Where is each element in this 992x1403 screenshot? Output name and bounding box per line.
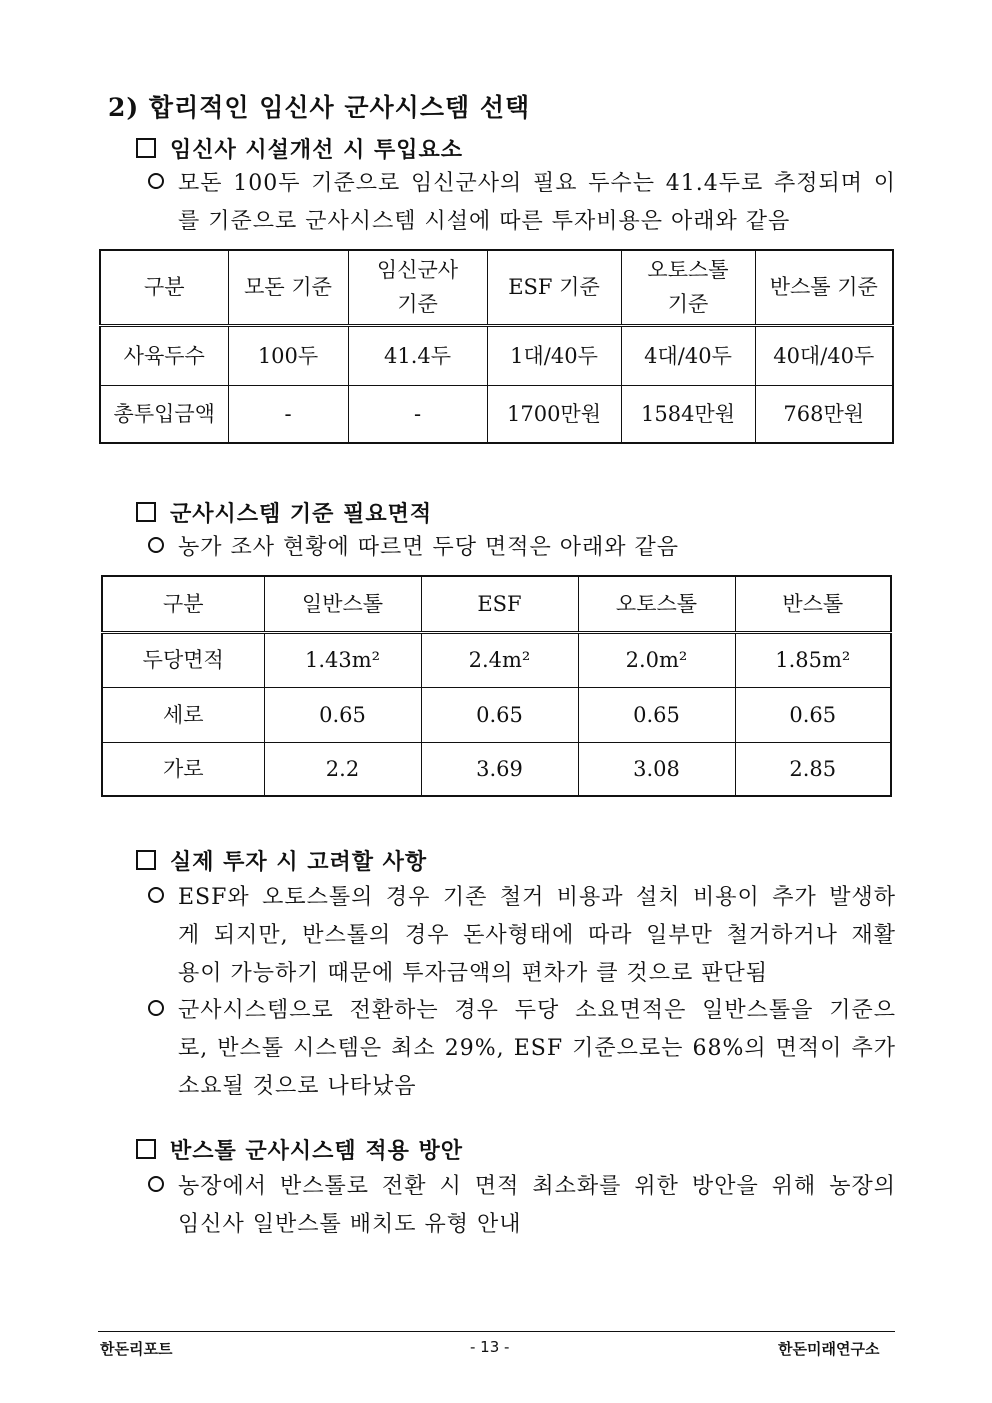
area-table xyxy=(101,575,892,797)
table-cell: - xyxy=(348,385,487,443)
bullet-layout-guide: 농장에서 반스톨로 전환 시 면적 최소화를 위한 방안을 위해 농장의 임신사 일반스톨 배치도 유형 안내 xyxy=(148,1168,896,1244)
table-cell: 0.65 xyxy=(735,687,891,742)
circle-bullet-icon xyxy=(148,1000,164,1016)
table-row xyxy=(102,687,891,742)
investment-table xyxy=(99,249,894,444)
circle-bullet-icon xyxy=(148,887,164,903)
circle-bullet-icon xyxy=(148,1176,164,1192)
table-cell: 100두 xyxy=(228,325,348,385)
header-cell: 오토스톨 기준 xyxy=(621,250,755,325)
heading-application-plan: 반스톨 군사시스템 적용 방안 xyxy=(136,1134,463,1165)
table-cell: 두당면적 xyxy=(102,632,264,687)
table-cell: 0.65 xyxy=(264,687,421,742)
table-cell: 1대/40두 xyxy=(487,325,621,385)
table-cell: 1700만원 xyxy=(487,385,621,443)
bullet-investment-cost: 모돈 100두 기준으로 임신군사의 필요 두수는 41.4두로 추정되며 이 를 기준으로 군사시스템 시설에 따른 투자비용은 아래와 같음 xyxy=(148,165,896,241)
table-cell: 4대/40두 xyxy=(621,325,755,385)
header-cell: 모돈 기준 xyxy=(228,250,348,325)
table-row xyxy=(102,742,891,796)
table-cell: 가로 xyxy=(102,742,264,796)
circle-bullet-icon xyxy=(148,537,164,553)
table-header-row xyxy=(102,576,891,632)
table-row xyxy=(100,385,893,443)
header-cell: 일반스톨 xyxy=(264,576,421,632)
header-cell: 오토스톨 xyxy=(578,576,735,632)
table-cell: 0.65 xyxy=(578,687,735,742)
checkbox-square-icon xyxy=(136,850,156,870)
table-cell: 2.2 xyxy=(264,742,421,796)
table-cell: 1.85m² xyxy=(735,632,891,687)
table-cell: 1.43m² xyxy=(264,632,421,687)
table-cell: 2.85 xyxy=(735,742,891,796)
checkbox-square-icon xyxy=(136,138,156,158)
heading-considerations: 실제 투자 시 고려할 사항 xyxy=(136,845,427,876)
table-cell: 0.65 xyxy=(421,687,578,742)
table-cell: 41.4두 xyxy=(348,325,487,385)
header-cell: 구분 xyxy=(100,250,228,325)
table-cell: 3.69 xyxy=(421,742,578,796)
footer-institute-name: 한돈미래연구소 xyxy=(778,1340,880,1358)
footer-report-name: 한돈리포트 xyxy=(100,1340,173,1358)
header-cell: 임신군사 기준 xyxy=(348,250,487,325)
circle-bullet-icon xyxy=(148,173,164,189)
table-cell: 총투입금액 xyxy=(100,385,228,443)
table-cell: 2.4m² xyxy=(421,632,578,687)
bullet-area-increase: 군사시스템으로 전환하는 경우 두당 소요면적은 일반스톨을 기준으 로, 반스톨 시스템은 최소 29%, ESF 기준으로는 68%의 면적이 추가 소요될 것으로 나타났음 xyxy=(148,992,896,1106)
table-cell: 1584만원 xyxy=(621,385,755,443)
bullet-demolition-cost: ESF와 오토스톨의 경우 기존 철거 비용과 설치 비용이 추가 발생하 게 되지만, 반스톨의 경우 돈사형태에 따라 일부만 철거하거나 재활 용이 가능하기 때문에 투자금액의 편차가 클 것으로 판단됨 xyxy=(148,879,896,993)
bullet-area-per-head: 농가 조사 현황에 따르면 두당 면적은 아래와 같음 xyxy=(148,529,679,567)
table-cell: - xyxy=(228,385,348,443)
heading-required-area: 군사시스템 기준 필요면적 xyxy=(136,497,432,528)
header-cell: 반스톨 xyxy=(735,576,891,632)
checkbox-square-icon xyxy=(136,1139,156,1159)
table-row xyxy=(102,632,891,687)
table-cell: 768만원 xyxy=(755,385,893,443)
footer-divider xyxy=(98,1331,895,1332)
table-cell: 40대/40두 xyxy=(755,325,893,385)
table-header-row xyxy=(100,250,893,325)
section-title: 2) 합리적인 임신사 군사시스템 선택 xyxy=(108,93,531,122)
header-cell: ESF 기준 xyxy=(487,250,621,325)
table-cell: 2.0m² xyxy=(578,632,735,687)
table-row xyxy=(100,325,893,385)
header-cell: 구분 xyxy=(102,576,264,632)
table-cell: 3.08 xyxy=(578,742,735,796)
header-cell: 반스톨 기준 xyxy=(755,250,893,325)
table-cell: 사육두수 xyxy=(100,325,228,385)
table-cell: 세로 xyxy=(102,687,264,742)
heading-investment-factors: 임신사 시설개선 시 투입요소 xyxy=(136,133,463,164)
checkbox-square-icon xyxy=(136,502,156,522)
header-cell: ESF xyxy=(421,576,578,632)
page-number: - 13 - xyxy=(470,1338,510,1356)
